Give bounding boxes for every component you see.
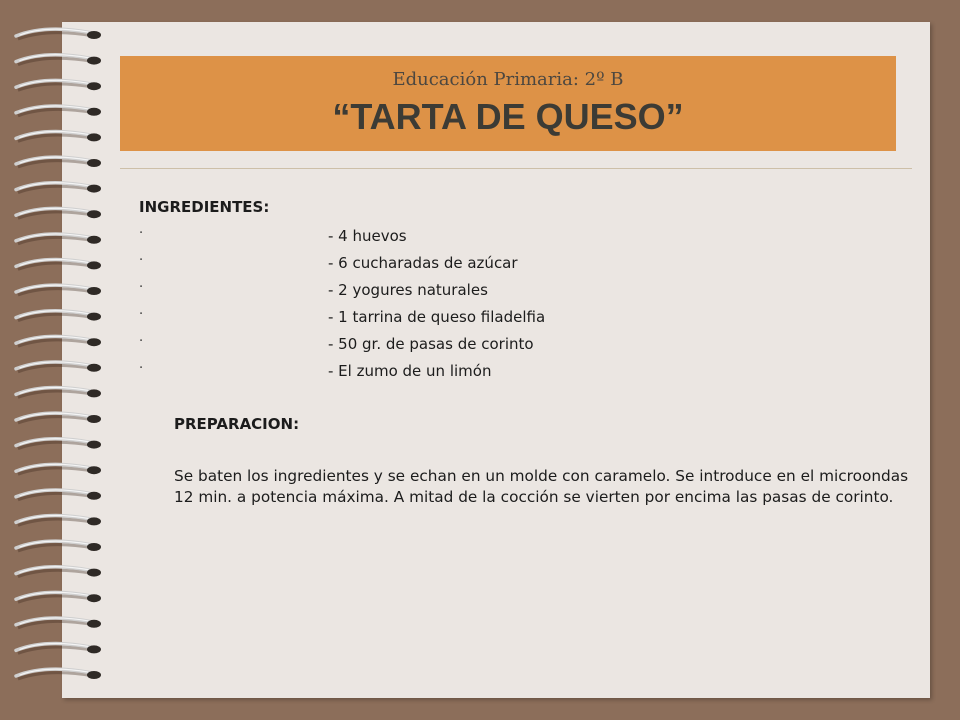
spiral-ring: [16, 644, 101, 654]
ingredient-item: - 2 yogures naturales: [328, 281, 488, 299]
spiral-ring: [16, 490, 101, 500]
list-bullet: ·: [139, 361, 144, 376]
spiral-ring: [16, 439, 101, 449]
slide-title: “TARTA DE QUESO”: [332, 96, 684, 137]
spiral-ring: [16, 132, 101, 142]
preparation-heading: PREPARACION:: [174, 415, 300, 433]
ingredient-item: - 6 cucharadas de azúcar: [328, 254, 518, 272]
list-bullet: ·: [139, 307, 144, 322]
title-divider: [120, 168, 912, 169]
spiral-ring: [16, 285, 101, 295]
spiral-ring: [16, 516, 101, 526]
ingredients-heading: INGREDIENTES:: [139, 198, 270, 216]
slide-subtitle: Educación Primaria: 2º B: [392, 69, 624, 90]
list-bullet: ·: [139, 226, 144, 241]
list-bullet: ·: [139, 334, 144, 349]
title-box: [120, 56, 896, 151]
ingredient-item: - 1 tarrina de queso filadelfia: [328, 308, 546, 326]
list-bullet: ·: [139, 280, 144, 295]
spiral-ring: [16, 183, 101, 193]
spiral-ring: [16, 541, 101, 551]
spiral-ring: [16, 669, 101, 679]
ingredient-item: - 50 gr. de pasas de corinto: [328, 335, 534, 353]
spiral-ring: [16, 413, 101, 423]
spiral-ring: [16, 567, 101, 577]
spiral-ring: [16, 311, 101, 321]
ingredient-item: - 4 huevos: [328, 227, 407, 245]
spiral-ring: [16, 362, 101, 372]
spiral-ring: [16, 618, 101, 628]
spiral-ring: [16, 464, 101, 474]
spiral-ring: [16, 29, 101, 39]
spiral-ring: [16, 106, 101, 116]
spiral-ring: [16, 388, 101, 398]
spiral-ring: [16, 336, 101, 346]
spiral-ring: [16, 208, 101, 218]
ingredient-item: - El zumo de un limón: [328, 362, 492, 380]
spiral-ring: [16, 260, 101, 270]
spiral-binding: [0, 0, 120, 720]
preparation-text: Se baten los ingredientes y se echan en un molde con caramelo. Se introduce en el microondas 12 min. a potencia máxima. A mitad de la cocción se vierten por encima las pasas de corinto.: [174, 467, 909, 506]
spiral-ring: [16, 55, 101, 65]
spiral-ring: [16, 80, 101, 90]
list-bullet: ·: [139, 253, 144, 268]
spiral-ring: [16, 157, 101, 167]
spiral-ring: [16, 234, 101, 244]
spiral-ring: [16, 592, 101, 602]
